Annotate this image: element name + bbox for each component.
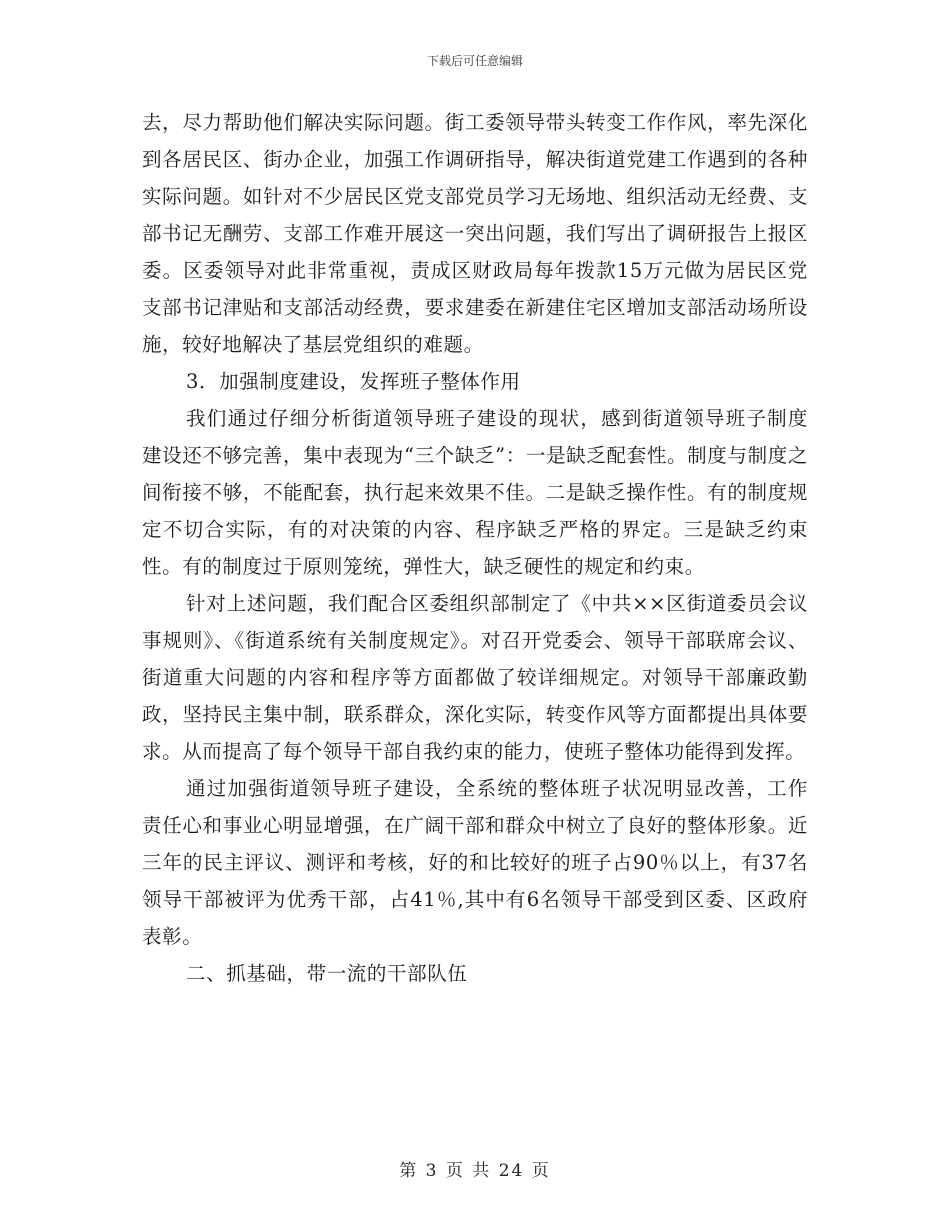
paragraph-results: 通过加强街道领导班子建设，全系统的整体班子状况明显改善，工作责任心和事业心明显增强，在广阔干部和群众中树立了良好的整体形象。近三年的民主评议、测评和考核，好的和比较好的班子占90％以上，有37名领导干部被评为优秀干部，占41％,其中有6名领导干部受到区委、区政府表彰。	[142, 777, 808, 948]
paragraph-measures: 针对上述问题，我们配合区委组织部制定了《中共××区街道委员会议事规则》、《街道系统有关制度规定》。对召开党委会、领导干部联席会议、街道重大问题的内容和程序等方面都做了较详细规定。对领导干部廉政勤政，坚持民主集中制，联系群众，深化实际，转变作风等方面都提出具体要求。从而提高了每个领导干部自我约束的能力，使班子整体功能得到发挥。	[142, 592, 808, 763]
paragraph-continuation: 去，尽力帮助他们解决实际问题。街工委领导带头转变工作作风，率先深化到各居民区、街办企业，加强工作调研指导，解决街道党建工作遇到的各种实际问题。如针对不少居民区党支部党员学习无场地、组织活动无经费、支部书记无酬劳、支部工作难开展这一突出问题，我们写出了调研报告上报区委。区委领导对此非常重视，责成区财政局每年拨款15万元做为居民区党支部书记津贴和支部活动经费，要求建委在新建住宅区增加支部活动场所设施，较好地解决了基层党组织的难题。	[142, 111, 808, 356]
section-heading-3: 3．加强制度建设，发挥班子整体作用	[186, 370, 521, 393]
section-heading-2: 二、抓基础，带一流的干部队伍	[186, 962, 468, 985]
page-number: 第 3 页 共 24 页	[399, 1161, 551, 1181]
page-header-note: 下载后可任意编辑	[426, 54, 523, 68]
paragraph-system-analysis: 我们通过仔细分析街道领导班子建设的现状，感到街道领导班子制度建设还不够完善，集中表现为“三个缺乏”：一是缺乏配套性。制度与制度之间衔接不够，不能配套，执行起来效果不佳。二是缺乏操作性。有的制度规定不切合实际，有的对决策的内容、程序缺乏严格的界定。三是缺乏约束性。有的制度过于原则笼统，弹性大，缺乏硬性的规定和约束。	[142, 407, 808, 578]
document-body	[142, 104, 808, 992]
